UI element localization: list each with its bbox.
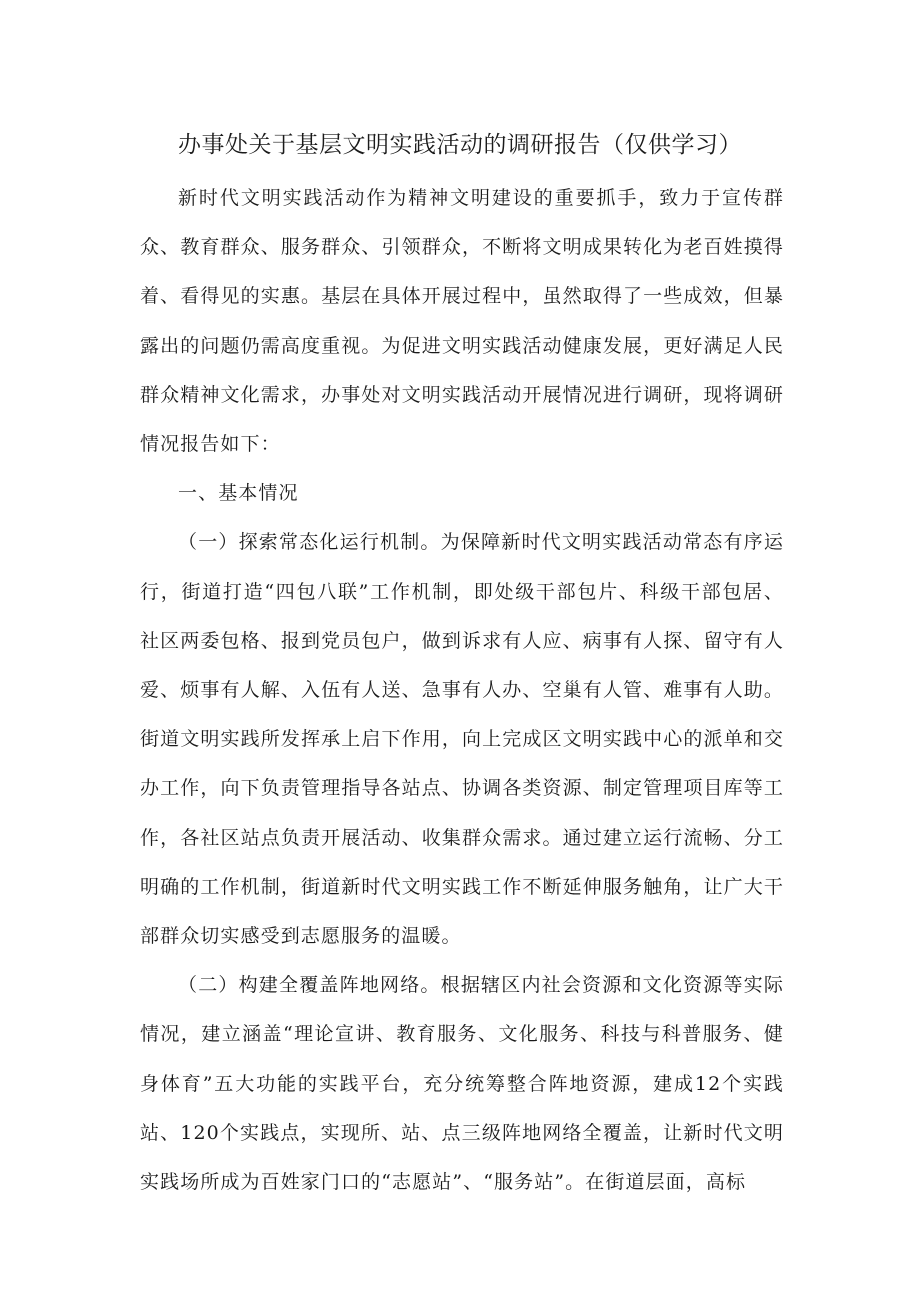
document-title: 办事处关于基层文明实践活动的调研报告（仅供学习） (178, 132, 742, 158)
paragraph-position-network: （二）构建全覆盖阵地网络。根据辖区内社会资源和文化资源等实际情况，建立涵盖“理论宣讲、教育服务、文化服务、科技与科普服务、健身体育”五大功能的实践平台，充分统筹整合阵地资源，建成12个实践站、120个实践点，实现所、站、点三级阵地网络全覆盖，让新时代文明实践场所成为百姓家门口的“志愿站”、“服务站”。在街道层面，高标 (140, 974, 784, 1194)
paragraph-operating-mechanism: （一）探索常态化运行机制。为保障新时代文明实践活动常态有序运行，街道打造“四包八联”工作机制，即处级干部包片、科级干部包居、社区两委包格、报到党员包户，做到诉求有人应、病事有人探、留守有人爱、烦事有人解、入伍有人送、急事有人办、空巢有人管、难事有人助。街道文明实践所发挥承上启下作用，向上完成区文明实践中心的派单和交办工作，向下负责管理指导各站点、协调各类资源、制定管理项目库等工作，各社区站点负责开展活动、收集群众需求。通过建立运行流畅、分工明确的工作机制，街道新时代文明实践工作不断延伸服务触角，让广大干部群众切实感受到志愿服务的温暖。 (140, 531, 784, 948)
document-body (140, 174, 784, 1207)
section-heading-basic-situation: 一、基本情况 (178, 482, 299, 505)
intro-paragraph: 新时代文明实践活动作为精神文明建设的重要抓手，致力于宣传群众、教育群众、服务群众、引领群众，不断将文明成果转化为老百姓摸得着、看得见的实惠。基层在具体开展过程中，虽然取得了一些成效，但暴露出的问题仍需高度重视。为促进文明实践活动健康发展，更好满足人民群众精神文化需求，办事处对文明实践活动开展情况进行调研，现将调研情况报告如下： (140, 187, 784, 456)
